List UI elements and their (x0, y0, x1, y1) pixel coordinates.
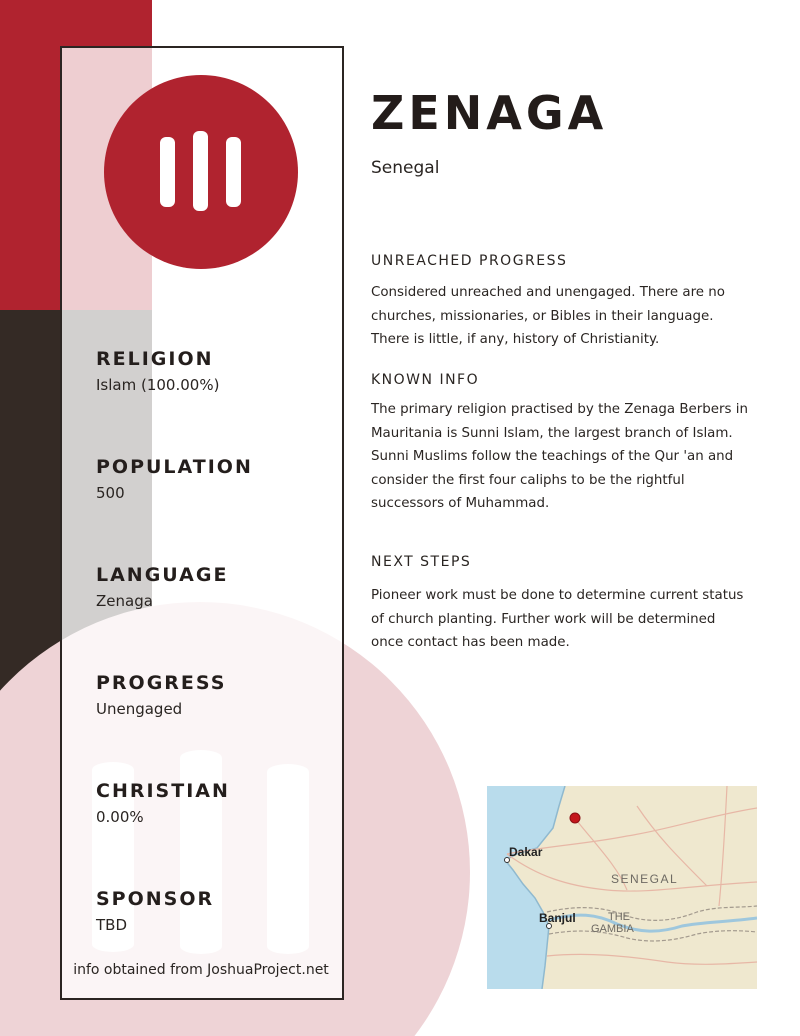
map-label-gambia: GAMBIA (591, 923, 634, 935)
decorative-pillar-right (267, 764, 309, 954)
sponsor-value: TBD (96, 916, 128, 934)
section-body-known-info: The primary religion practised by the Zenaga Berbers in Mauritania is Sunni Islam, the largest branch of Islam. Sunni Muslims follow the teachings of the Qur 'an and consider the first four caliphs to be the rightful successors of Muhammad. (371, 402, 748, 511)
country-subtitle: Senegal (371, 158, 440, 178)
map-label-senegal: SENEGAL (611, 872, 679, 886)
population-label: POPULATION (96, 456, 253, 478)
map-label-dakar: Dakar (509, 845, 543, 859)
map-label-banjul: Banjul (539, 911, 576, 925)
progress-value: Unengaged (96, 700, 183, 718)
language-value: Zenaga (96, 592, 153, 610)
sponsor-label: SPONSOR (96, 888, 215, 910)
christian-value: 0.00% (96, 808, 144, 826)
source-credit: info obtained from JoshuaProject.net (73, 962, 329, 978)
section-heading-next-steps: NEXT STEPS (371, 554, 472, 570)
section-heading-unreached-progress: UNREACHED PROGRESS (371, 253, 568, 269)
language-label: LANGUAGE (96, 564, 229, 586)
map-label-the: THE (608, 911, 630, 923)
page-title: ZENAGA (371, 86, 608, 140)
section-body-next-steps: Pioneer work must be done to determine current status of church planting. Further work will be determined once contact has been made. (371, 588, 744, 650)
section-body-unreached-progress: Considered unreached and unengaged. There are no churches, missionaries, or Bibles in their language. There is little, if any, history of Christianity. (371, 285, 725, 347)
progress-label: PROGRESS (96, 672, 227, 694)
religion-label: RELIGION (96, 348, 214, 370)
location-map (487, 786, 757, 989)
religion-value: Islam (100.00%) (96, 376, 220, 394)
christian-label: CHRISTIAN (96, 780, 230, 802)
map-marker (570, 813, 580, 823)
population-value: 500 (96, 484, 125, 502)
section-heading-known-info: KNOWN INFO (371, 372, 480, 388)
logo-circle (104, 75, 298, 269)
